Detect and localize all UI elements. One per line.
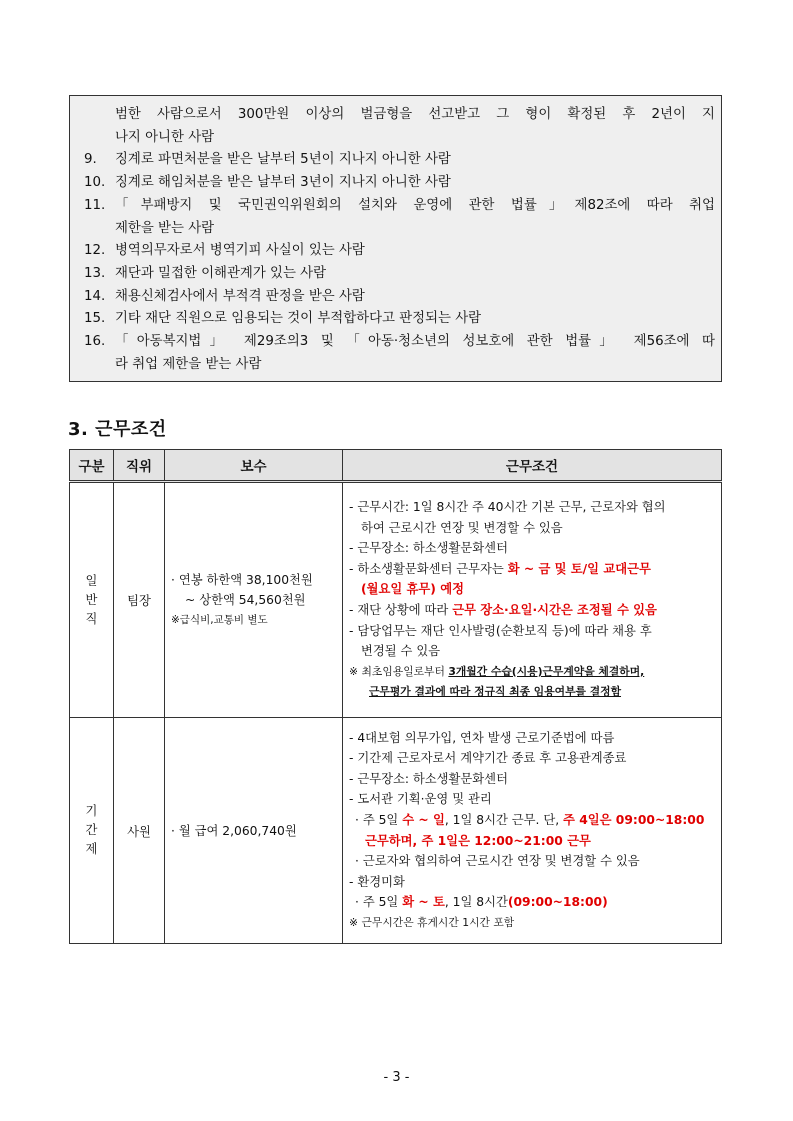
list-number: 9. xyxy=(84,152,97,168)
condition-line: (월요일 휴무) 예정 xyxy=(361,582,464,597)
conditions-regular xyxy=(343,482,722,718)
list-text: 나지 아니한 사람 xyxy=(115,129,215,145)
category-fixed-term xyxy=(70,718,114,944)
condition-line: - 기간제 근로자로서 계약기간 종료 후 고용관계종료 xyxy=(349,751,627,766)
list-text: 범한 사람으로서 300만원 이상의 벌금형을 선고받고 그 형이 확정된 후 2년이 지 xyxy=(115,107,715,122)
condition-line: 근무하며, 주 1일은 12:00~21:00 근무 xyxy=(365,833,591,848)
category-regular xyxy=(70,482,114,718)
list-number: 15. xyxy=(84,311,106,327)
condition-line: 하여 근로시간 연장 및 변경할 수 있음 xyxy=(361,520,563,535)
list-number: 13. xyxy=(84,265,106,281)
list-text: 채용신체검사에서 부적격 판정을 받은 사람 xyxy=(115,288,365,304)
list-text: 「부패방지 및 국민권익위원회의 설치와 운영에 관한 법률」제82조에 따라 취업 xyxy=(115,197,715,213)
list-item xyxy=(84,240,715,263)
list-text: 제한을 받는 사람 xyxy=(115,220,215,236)
condition-line: - 하소생활문화센터 근무자는 화 ~ 금 및 토/일 교대근무 xyxy=(349,561,651,576)
hours-note: ※ 근무시간은 휴게시간 1시간 포함 xyxy=(349,915,515,929)
pay-line: · 연봉 하한액 38,100천원 xyxy=(171,573,313,587)
header-rank: 직위 xyxy=(114,450,165,482)
list-item xyxy=(84,286,715,309)
condition-line: - 환경미화 xyxy=(349,874,405,889)
page-number: - 3 - xyxy=(383,1070,410,1085)
list-number: 16. xyxy=(84,334,106,350)
table-row-fixed-term xyxy=(70,718,722,944)
probation-note: ※ 최초임용일로부터 3개월간 수습(시용)근무계약을 체결하며, xyxy=(349,664,645,678)
list-item xyxy=(84,104,715,127)
condition-line: - 도서관 기획·운영 및 관리 xyxy=(349,792,492,807)
list-text: 「아동복지법」 제29조의3 및 「아동·청소년의 성보호에 관한 법률」 제56조에 따 xyxy=(115,334,715,350)
category-char: 일 xyxy=(85,573,98,588)
disqualification-box xyxy=(69,95,722,382)
list-text: 징계로 파면처분을 받은 날부터 5년이 지나지 아니한 사람 xyxy=(115,152,451,168)
list-item xyxy=(84,195,715,218)
category-char: 반 xyxy=(85,592,98,607)
header-pay: 보수 xyxy=(165,450,343,482)
condition-line: - 근무장소: 하소생활문화센터 xyxy=(349,541,508,556)
category-char: 간 xyxy=(85,823,98,837)
rank-fixed-term: 사원 xyxy=(114,718,165,944)
condition-line: - 근무장소: 하소생활문화센터 xyxy=(349,771,508,786)
condition-line: - 담당업무는 재단 인사발령(순환보직 등)에 따라 채용 후 xyxy=(349,623,652,638)
list-number xyxy=(84,104,115,127)
category-char: 기 xyxy=(85,804,98,818)
condition-line: · 주 5일 수 ~ 일, 1일 8시간 근무. 단, 주 4일은 09:00~18:00 xyxy=(355,812,705,827)
list-text: 병역의무자로서 병역기피 사실이 있는 사람 xyxy=(115,243,365,259)
list-number xyxy=(84,354,115,377)
list-number xyxy=(84,218,115,241)
category-char: 직 xyxy=(85,611,98,626)
list-item xyxy=(84,172,715,195)
header-category: 구분 xyxy=(70,450,114,482)
list-number: 12. xyxy=(84,243,106,259)
rank-regular: 팀장 xyxy=(114,482,165,718)
list-number: 10. xyxy=(84,175,106,191)
list-text: 기타 재단 직원으로 임용되는 것이 부적합하다고 판정되는 사람 xyxy=(115,311,482,327)
category-char: 제 xyxy=(85,842,98,856)
list-text: 징계로 해임처분을 받은 날부터 3년이 지나지 아니한 사람 xyxy=(115,175,451,191)
condition-line: · 근로자와 협의하여 근로시간 연장 및 변경할 수 있음 xyxy=(355,854,640,869)
pay-line: ~ 상한액 54,560천원 xyxy=(185,593,306,607)
list-number xyxy=(84,127,115,150)
condition-line: 변경될 수 있음 xyxy=(361,644,441,659)
section-title: 3. 근무조건 xyxy=(68,419,167,440)
list-item xyxy=(84,308,715,331)
probation-note-2: 근무평가 결과에 따라 정규직 최종 임용여부를 결정함 xyxy=(369,685,622,699)
list-item xyxy=(84,354,715,377)
list-text: 라 취업 제한을 받는 사람 xyxy=(115,356,262,372)
pay-note: ※급식비,교통비 별도 xyxy=(171,614,268,626)
pay-regular xyxy=(165,482,343,718)
list-item xyxy=(84,331,715,354)
list-number: 14. xyxy=(84,288,106,304)
list-number: 11. xyxy=(84,197,106,213)
table-header-row xyxy=(70,450,722,482)
list-item xyxy=(84,149,715,172)
list-text: 재단과 밀접한 이해관계가 있는 사람 xyxy=(115,265,327,281)
conditions-fixed-term xyxy=(343,718,722,944)
condition-line: - 4대보험 의무가입, 연차 발생 근로기준법에 따름 xyxy=(349,730,615,745)
condition-line: - 근무시간: 1일 8시간 주 40시간 기본 근무, 근로자와 협의 xyxy=(349,500,666,515)
list-item xyxy=(84,263,715,286)
list-item xyxy=(84,218,715,241)
condition-line: - 재단 상황에 따라 근무 장소·요일·시간은 조정될 수 있음 xyxy=(349,603,657,617)
condition-line: · 주 5일 화 ~ 토, 1일 8시간(09:00~18:00) xyxy=(355,895,608,910)
header-conditions: 근무조건 xyxy=(343,450,722,482)
work-conditions-table xyxy=(69,449,722,944)
list-item xyxy=(84,127,715,150)
table-row-regular xyxy=(70,482,722,718)
pay-fixed-term: · 월 급여 2,060,740원 xyxy=(165,718,343,944)
